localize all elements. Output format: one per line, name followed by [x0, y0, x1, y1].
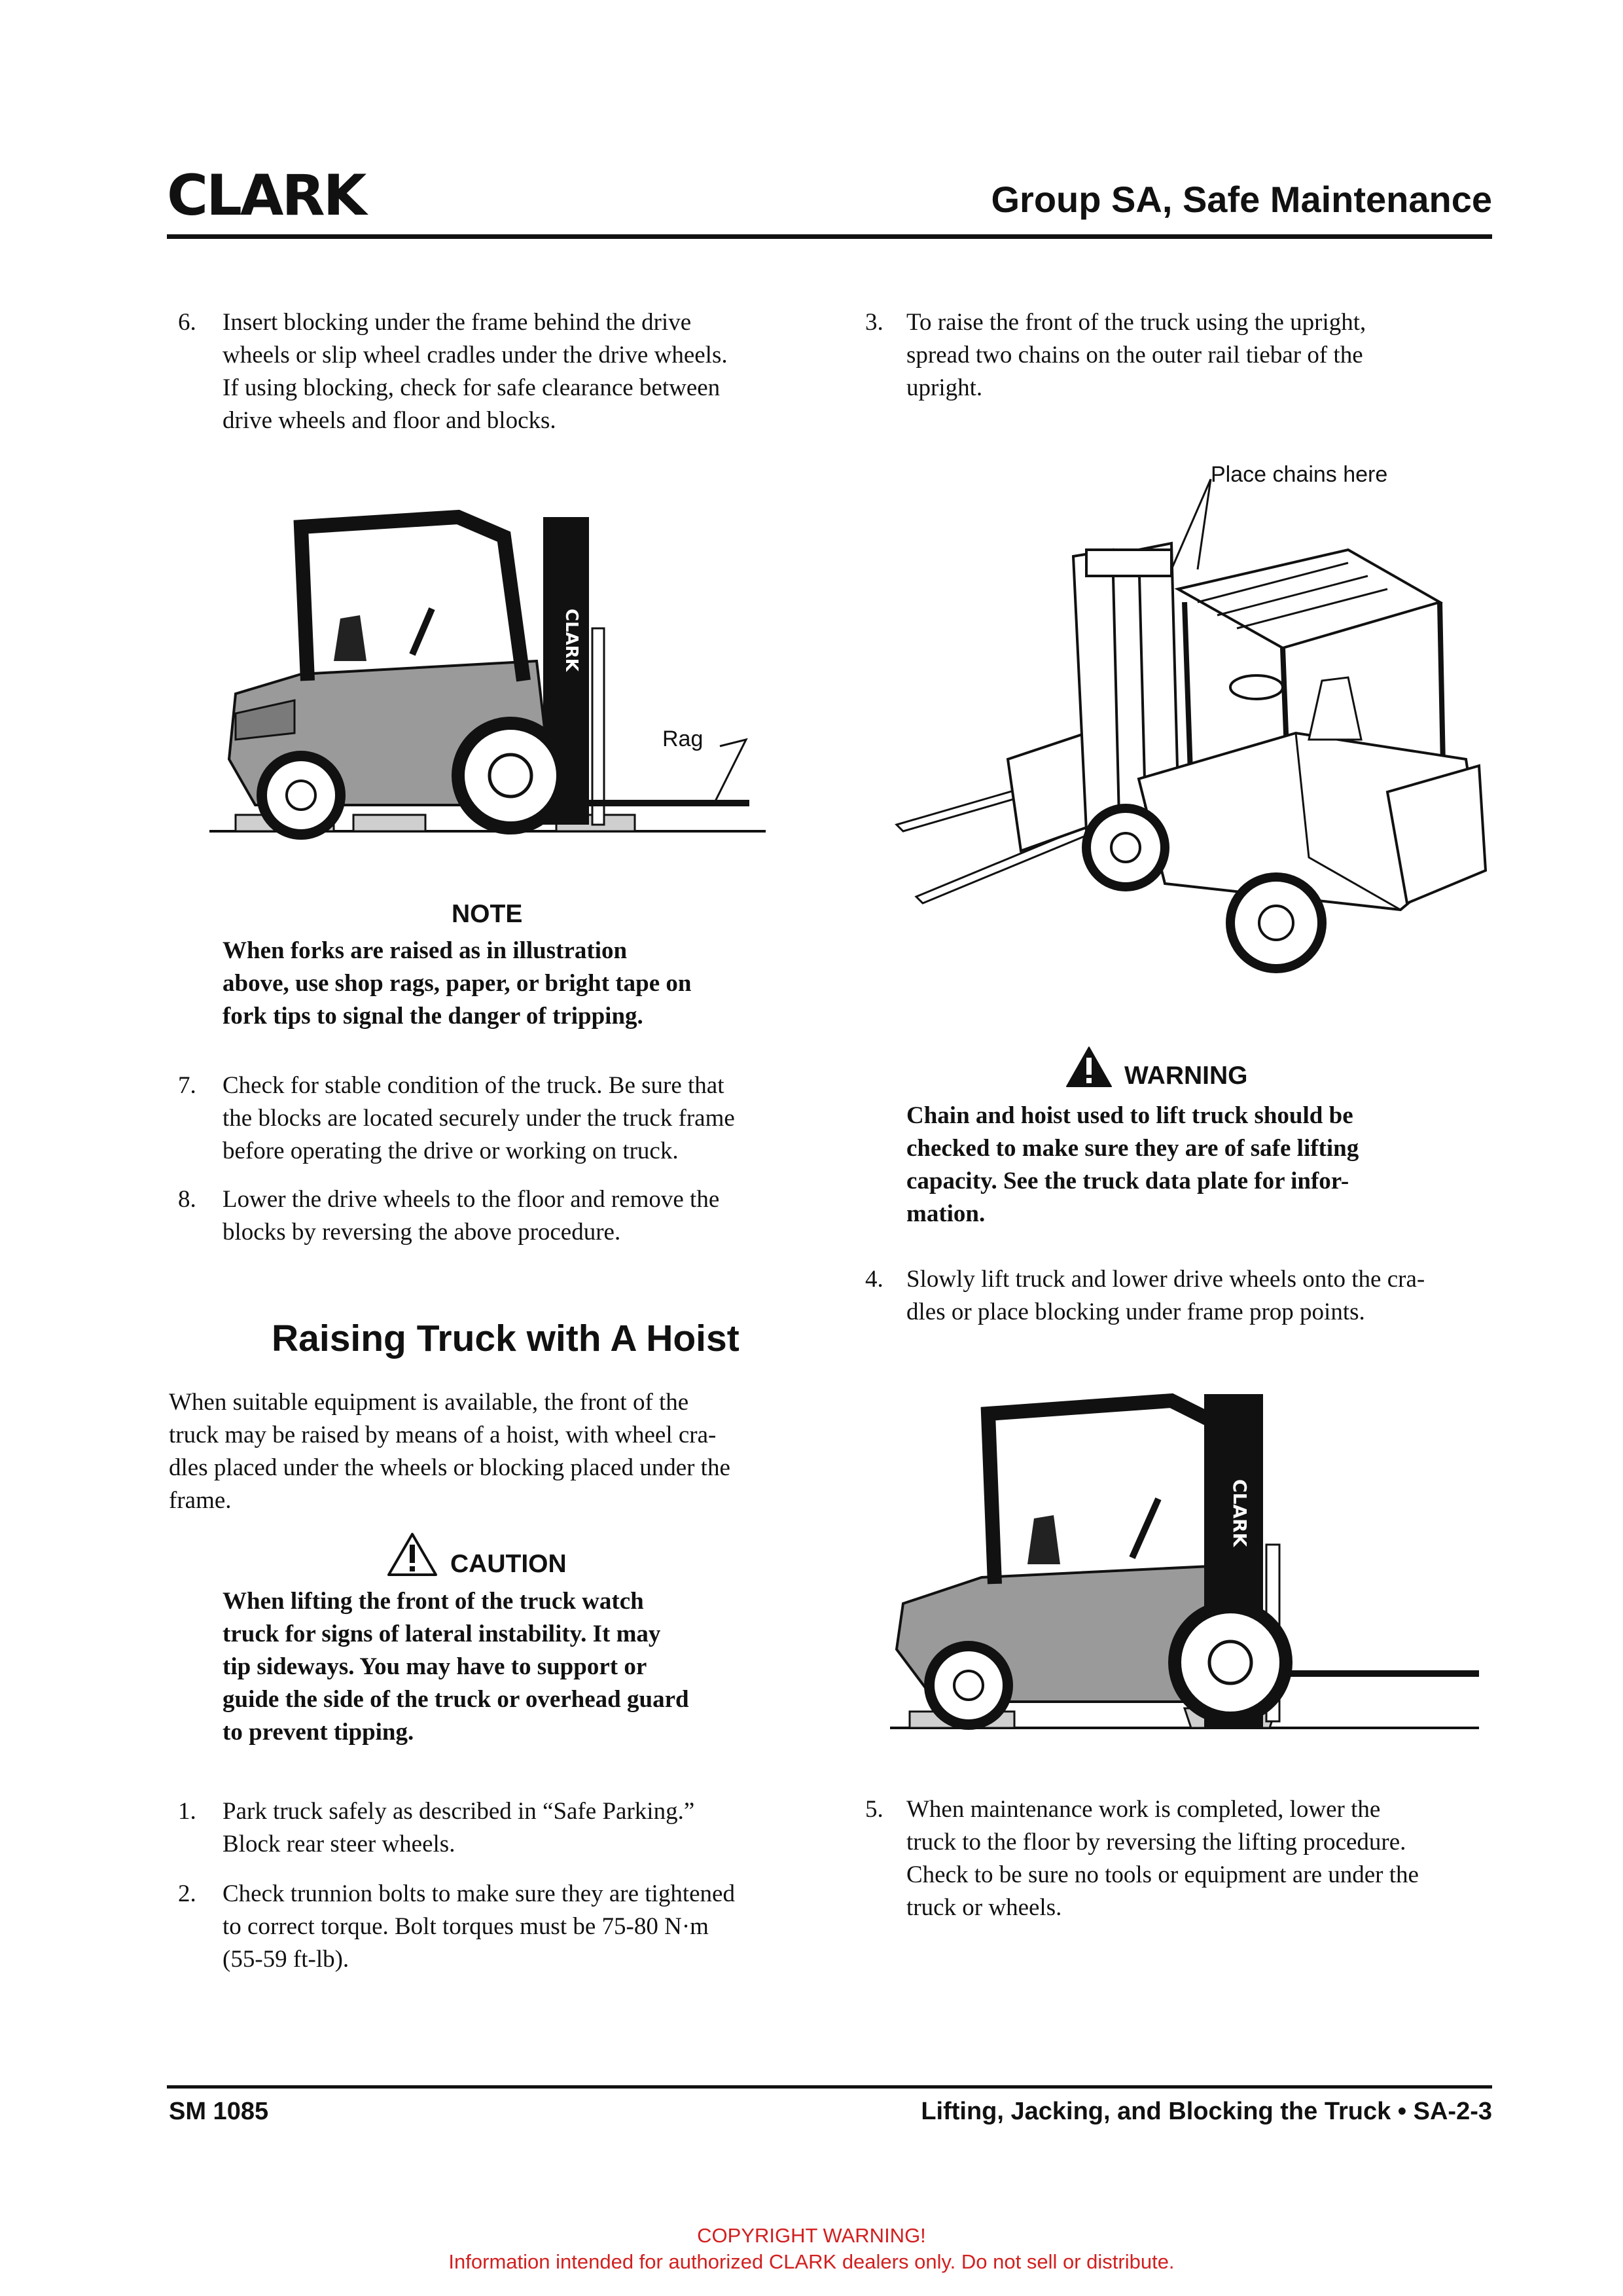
step2-line: to correct torque. Bolt torques must be 75-80 N·m — [223, 1913, 709, 1940]
warning-line: capacity. See the truck data plate for infor- — [906, 1168, 1349, 1194]
truck-on-cradles-figure — [883, 1381, 1492, 1748]
step8-line: Lower the drive wheels to the floor and remove the — [223, 1186, 720, 1213]
step8-text — [223, 1183, 802, 1249]
warning-line: mation. — [906, 1200, 986, 1227]
step3-text — [906, 306, 1492, 404]
step5-line: Check to be sure no tools or equipment are under the — [906, 1861, 1419, 1888]
intro-text — [169, 1386, 802, 1517]
step3-number: 3. — [865, 309, 883, 336]
step6-number: 6. — [178, 309, 196, 336]
step4-line: dles or place blocking under frame prop points. — [906, 1299, 1365, 1325]
step6-text — [223, 306, 802, 437]
caution-triangle-icon — [386, 1532, 438, 1577]
copyright-warning — [0, 2223, 1623, 2275]
step1-line: Block rear steer wheels. — [223, 1831, 455, 1857]
intro-line: frame. — [169, 1487, 232, 1514]
step7-line: the blocks are located securely under the truck frame — [223, 1105, 735, 1132]
caution-line: to prevent tipping. — [223, 1719, 414, 1746]
intro-line: dles placed under the wheels or blocking placed under the — [169, 1454, 730, 1481]
footer-rule — [167, 2085, 1492, 2089]
footer-page-title: Lifting, Jacking, and Blocking the Truck • SA-2-3 — [921, 2098, 1492, 2125]
step4-number: 4. — [865, 1266, 883, 1293]
step2-number: 2. — [178, 1880, 196, 1907]
step5-line: truck to the floor by reversing the lifting procedure. — [906, 1829, 1406, 1856]
step1-text — [223, 1795, 802, 1861]
note-heading: NOTE — [452, 900, 523, 928]
clark-logo — [167, 163, 365, 228]
step7-line: before operating the drive or working on truck. — [223, 1138, 679, 1164]
caution-line: tip sideways. You may have to support or — [223, 1653, 647, 1680]
step8-number: 8. — [178, 1186, 196, 1213]
section-title: Raising Truck with A Hoist — [272, 1318, 740, 1359]
intro-line: truck may be raised by means of a hoist, with wheel cra- — [169, 1422, 717, 1448]
note-line: above, use shop rags, paper, or bright tape on — [223, 970, 692, 997]
step5-line: When maintenance work is completed, lower the — [906, 1796, 1381, 1823]
step8-line: blocks by reversing the above procedure. — [223, 1219, 621, 1246]
step6-line: Insert blocking under the frame behind the drive — [223, 309, 692, 336]
caution-line: guide the side of the truck or overhead guard — [223, 1686, 689, 1713]
footer-doc-number: SM 1085 — [169, 2098, 269, 2125]
step3-line: spread two chains on the outer rail tiebar of the — [906, 342, 1363, 368]
step5-text — [906, 1793, 1492, 1924]
step4-text — [906, 1263, 1492, 1329]
step7-number: 7. — [178, 1072, 196, 1099]
header-rule — [167, 234, 1492, 239]
caution-text — [223, 1585, 749, 1749]
svg-text:CLARK: CLARK — [1229, 1479, 1251, 1547]
caution-line: truck for signs of lateral instability. It may — [223, 1621, 661, 1647]
note-line: When forks are raised as in illustration — [223, 937, 628, 964]
step1-number: 1. — [178, 1798, 196, 1825]
step1-line: Park truck safely as described in “Safe Parking.” — [223, 1798, 695, 1825]
group-title: Group SA, Safe Maintenance — [991, 179, 1492, 220]
copyright-line2: Information intended for authorized CLARK dealers only. Do not sell or distribute. — [448, 2250, 1175, 2273]
step4-line: Slowly lift truck and lower drive wheels onto the cra- — [906, 1266, 1425, 1293]
step2-text — [223, 1878, 802, 1976]
warning-heading: WARNING — [1124, 1062, 1248, 1090]
truck-chains-figure — [890, 452, 1492, 1008]
step3-line: upright. — [906, 374, 983, 401]
warning-line: Chain and hoist used to lift truck should be — [906, 1102, 1353, 1129]
step2-line: (55-59 ft-lb). — [223, 1946, 349, 1973]
note-text — [223, 935, 749, 1033]
rag-label: Rag — [662, 726, 704, 751]
note-line: fork tips to signal the danger of tripping. — [223, 1003, 643, 1030]
copyright-line1: COPYRIGHT WARNING! — [697, 2224, 926, 2247]
step5-line: truck or wheels. — [906, 1894, 1062, 1921]
clark-logo-text: CLARK — [167, 163, 365, 228]
step6-line: wheels or slip wheel cradles under the drive wheels. — [223, 342, 728, 368]
caution-heading: CAUTION — [450, 1550, 567, 1578]
svg-text:CLARK: CLARK — [562, 609, 581, 672]
step5-number: 5. — [865, 1796, 883, 1823]
warning-line: checked to make sure they are of safe lifting — [906, 1135, 1359, 1162]
step2-line: Check trunnion bolts to make sure they are tightened — [223, 1880, 735, 1907]
step7-line: Check for stable condition of the truck. Be sure that — [223, 1072, 724, 1099]
step6-line: If using blocking, check for safe clearance between — [223, 374, 721, 401]
warning-triangle-icon — [1065, 1046, 1113, 1088]
intro-line: When suitable equipment is available, the front of the — [169, 1389, 689, 1416]
truck-on-blocks-figure — [196, 497, 772, 851]
step7-text — [223, 1069, 802, 1168]
step3-line: To raise the front of the truck using the upright, — [906, 309, 1366, 336]
place-chains-label: Place chains here — [1211, 462, 1388, 487]
caution-line: When lifting the front of the truck watch — [223, 1588, 644, 1615]
step6-line: drive wheels and floor and blocks. — [223, 407, 556, 434]
warning-text — [906, 1100, 1433, 1230]
